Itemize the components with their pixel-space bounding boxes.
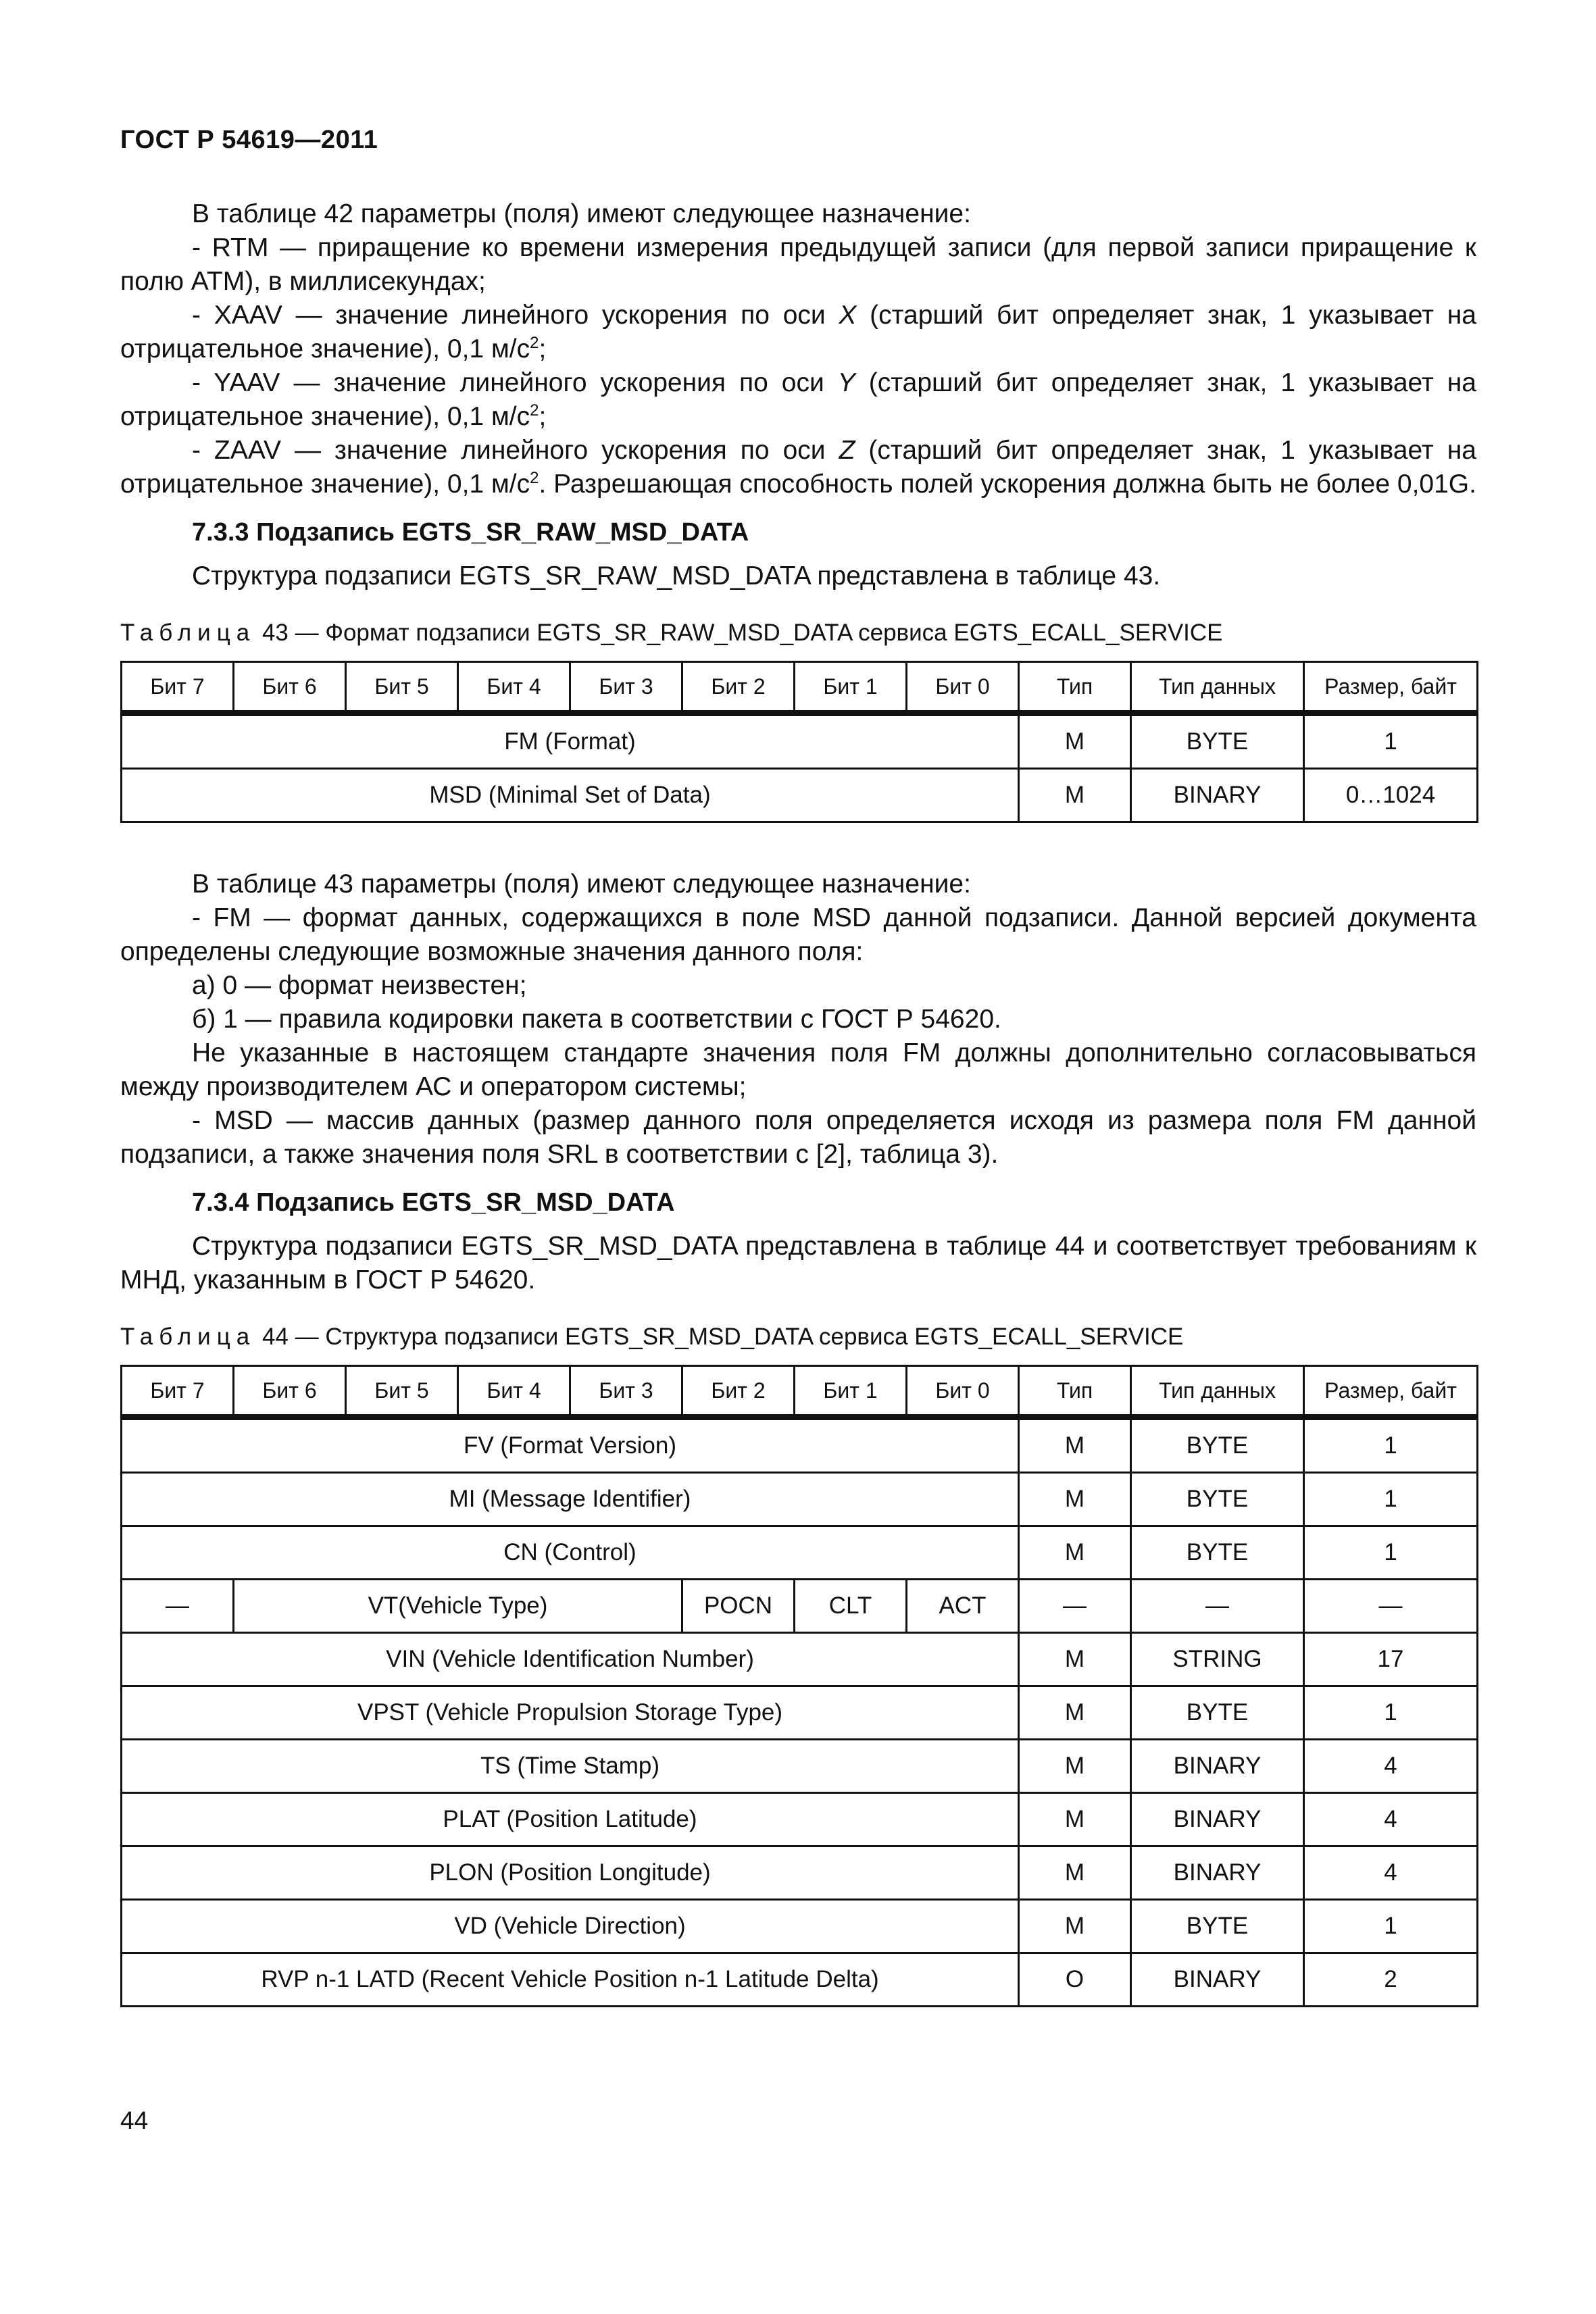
header-cell: Бит 6 — [234, 1366, 346, 1417]
data-type-cell: — — [1131, 1580, 1304, 1633]
header-cell: Бит 5 — [346, 662, 458, 713]
header-cell: Бит 4 — [458, 662, 570, 713]
msd-description: - MSD — массив данных (размер данного поля определяется исходя из размера поля FM данной подзаписи, а также значения поля SRL в соответствии с [2], таблица 3). — [120, 1106, 1476, 1169]
data-type-cell: BINARY — [1131, 1793, 1304, 1846]
type-cell: M — [1019, 1686, 1131, 1740]
type-cell: M — [1019, 1846, 1131, 1900]
header-cell: Размер, байт — [1304, 1366, 1478, 1417]
table-row — [122, 1526, 1478, 1580]
size-cell: 0…1024 — [1304, 769, 1478, 822]
type-cell: O — [1019, 1953, 1131, 2007]
size-cell: 4 — [1304, 1740, 1478, 1793]
bit-field-cell: CLT — [795, 1580, 907, 1633]
section-7-3-4-text: Структура подзаписи EGTS_SR_MSD_DATA представлена в таблице 44 и соответствует требованиям к МНД, указанным в ГОСТ Р 54620. — [120, 1232, 1476, 1294]
size-cell: 4 — [1304, 1846, 1478, 1900]
header-cell: Бит 6 — [234, 662, 346, 713]
size-cell: — — [1304, 1580, 1478, 1633]
fm-value-a: а) 0 — формат неизвестен; — [192, 971, 527, 1000]
type-cell: M — [1019, 769, 1131, 822]
field-name-cell: CN (Control) — [122, 1526, 1019, 1580]
page-content — [120, 197, 1476, 2007]
bit-field-cell: — — [122, 1580, 234, 1633]
table-44-header-row — [122, 1366, 1478, 1417]
size-cell: 1 — [1304, 713, 1478, 769]
field-name-cell: VD (Vehicle Direction) — [122, 1900, 1019, 1953]
header-cell: Тип — [1019, 1366, 1131, 1417]
data-type-cell: STRING — [1131, 1633, 1304, 1686]
size-cell: 1 — [1304, 1473, 1478, 1526]
field-name-cell: RVP n-1 LATD (Recent Vehicle Position n-1 Latitude Delta) — [122, 1953, 1019, 2007]
type-cell: M — [1019, 1417, 1131, 1473]
header-cell: Бит 1 — [795, 1366, 907, 1417]
header-cell: Бит 7 — [122, 662, 234, 713]
data-type-cell: BYTE — [1131, 1526, 1304, 1580]
table-43-header-row — [122, 662, 1478, 713]
field-name-cell: VPST (Vehicle Propulsion Storage Type) — [122, 1686, 1019, 1740]
table-row — [122, 1473, 1478, 1526]
table-row — [122, 713, 1478, 769]
table-43-caption: Таблица 43 — Формат подзаписи EGTS_SR_RAW_MSD_DATA сервиса EGTS_ECALL_SERVICE — [120, 620, 1223, 646]
yaav-description: - YAAV — значение линейного ускорения по оси Y (старший бит определяет знак, 1 указывает на отрицательное значение), 0,1 $м/с^2$; — [120, 368, 1476, 431]
header-cell: Бит 3 — [570, 1366, 682, 1417]
size-cell: 17 — [1304, 1633, 1478, 1686]
type-cell: M — [1019, 1740, 1131, 1793]
size-cell: 1 — [1304, 1686, 1478, 1740]
fm-note: Не указанные в настоящем стандарте значения поля FM должны дополнительно согласовываться между производителем АС и оператором системы; — [120, 1038, 1476, 1101]
field-name-cell: PLON (Position Longitude) — [122, 1846, 1019, 1900]
header-cell: Бит 0 — [907, 1366, 1019, 1417]
standard-header: ГОСТ Р 54619—2011 — [120, 126, 378, 154]
data-type-cell: BYTE — [1131, 1686, 1304, 1740]
size-cell: 1 — [1304, 1900, 1478, 1953]
header-cell: Бит 1 — [795, 662, 907, 713]
table-row — [122, 1793, 1478, 1846]
type-cell: — — [1019, 1580, 1131, 1633]
size-cell: 4 — [1304, 1793, 1478, 1846]
bit-field-cell: VT(Vehicle Type) — [234, 1580, 682, 1633]
header-cell: Тип данных — [1131, 662, 1304, 713]
type-cell: M — [1019, 1793, 1131, 1846]
header-cell: Бит 0 — [907, 662, 1019, 713]
table-row — [122, 1417, 1478, 1473]
table-44-caption: Таблица 44 — Структура подзаписи EGTS_SR_MSD_DATA сервиса EGTS_ECALL_SERVICE — [120, 1324, 1184, 1350]
header-cell: Тип данных — [1131, 1366, 1304, 1417]
section-7-3-3-text: Структура подзаписи EGTS_SR_RAW_MSD_DATA представлена в таблице 43. — [192, 561, 1161, 590]
header-cell: Бит 2 — [682, 662, 795, 713]
header-cell: Тип — [1019, 662, 1131, 713]
rtm-description: - RTM — приращение ко времени измерения предыдущей записи (для первой записи приращение к полю ATM), в миллисекундах; — [120, 233, 1476, 296]
data-type-cell: BYTE — [1131, 1473, 1304, 1526]
table-row — [122, 1900, 1478, 1953]
xaav-description: - XAAV — значение линейного ускорения по оси X (старший бит определяет знак, 1 указывает на отрицательное значение), 0,1 $м/с^2$; — [120, 301, 1476, 363]
size-cell: 1 — [1304, 1417, 1478, 1473]
bit-field-cell: ACT — [907, 1580, 1019, 1633]
table-row — [122, 1953, 1478, 2007]
header-cell: Бит 2 — [682, 1366, 795, 1417]
field-name-cell: VIN (Vehicle Identification Number) — [122, 1633, 1019, 1686]
field-name-cell: FV (Format Version) — [122, 1417, 1019, 1473]
data-type-cell: BINARY — [1131, 1846, 1304, 1900]
field-name-cell: FM (Format) — [122, 713, 1019, 769]
table-43 — [120, 661, 1478, 823]
fm-description: - FM — формат данных, содержащихся в поле MSD данной подзаписи. Данной версией документа определены следующие возможные значения данного поля: — [120, 903, 1476, 966]
field-name-cell: TS (Time Stamp) — [122, 1740, 1019, 1793]
data-type-cell: BYTE — [1131, 713, 1304, 769]
size-cell: 2 — [1304, 1953, 1478, 2007]
field-name-cell: MI (Message Identifier) — [122, 1473, 1019, 1526]
data-type-cell: BYTE — [1131, 1417, 1304, 1473]
data-type-cell: BINARY — [1131, 1740, 1304, 1793]
intro-42-lead: В таблице 42 параметры (поля) имеют следующее назначение: — [192, 199, 971, 228]
type-cell: M — [1019, 1526, 1131, 1580]
data-type-cell: BINARY — [1131, 769, 1304, 822]
table-row — [122, 1740, 1478, 1793]
explain-43-lead: В таблице 43 параметры (поля) имеют следующее назначение: — [192, 870, 971, 899]
section-7-3-4-title: 7.3.4 Подзапись EGTS_SR_MSD_DATA — [192, 1188, 675, 1217]
fm-value-b: б) 1 — правила кодировки пакета в соответствии с ГОСТ Р 54620. — [192, 1005, 1001, 1034]
bit-field-cell: POCN — [682, 1580, 795, 1633]
section-7-3-3-title: 7.3.3 Подзапись EGTS_SR_RAW_MSD_DATA — [192, 518, 749, 547]
header-cell: Бит 7 — [122, 1366, 234, 1417]
header-cell: Размер, байт — [1304, 662, 1478, 713]
field-name-cell: PLAT (Position Latitude) — [122, 1793, 1019, 1846]
table-44 — [120, 1365, 1478, 2007]
table-row — [122, 1846, 1478, 1900]
data-type-cell: BYTE — [1131, 1900, 1304, 1953]
table-row — [122, 1633, 1478, 1686]
header-cell: Бит 3 — [570, 662, 682, 713]
size-cell: 1 — [1304, 1526, 1478, 1580]
table-row — [122, 769, 1478, 822]
type-cell: M — [1019, 1473, 1131, 1526]
type-cell: M — [1019, 1900, 1131, 1953]
page-number: 44 — [120, 2107, 149, 2134]
table-row — [122, 1686, 1478, 1740]
header-cell: Бит 4 — [458, 1366, 570, 1417]
table-row-bit-fields — [122, 1580, 1478, 1633]
header-cell: Бит 5 — [346, 1366, 458, 1417]
data-type-cell: BINARY — [1131, 1953, 1304, 2007]
type-cell: M — [1019, 1633, 1131, 1686]
type-cell: M — [1019, 713, 1131, 769]
field-name-cell: MSD (Minimal Set of Data) — [122, 769, 1019, 822]
zaav-description: - ZAAV — значение линейного ускорения по оси Z (старший бит определяет знак, 1 указывает на отрицательное значение), 0,1 $м/с^2$. Разрешающая способность полей ускорения должна быть не более 0,01G. — [120, 436, 1476, 499]
